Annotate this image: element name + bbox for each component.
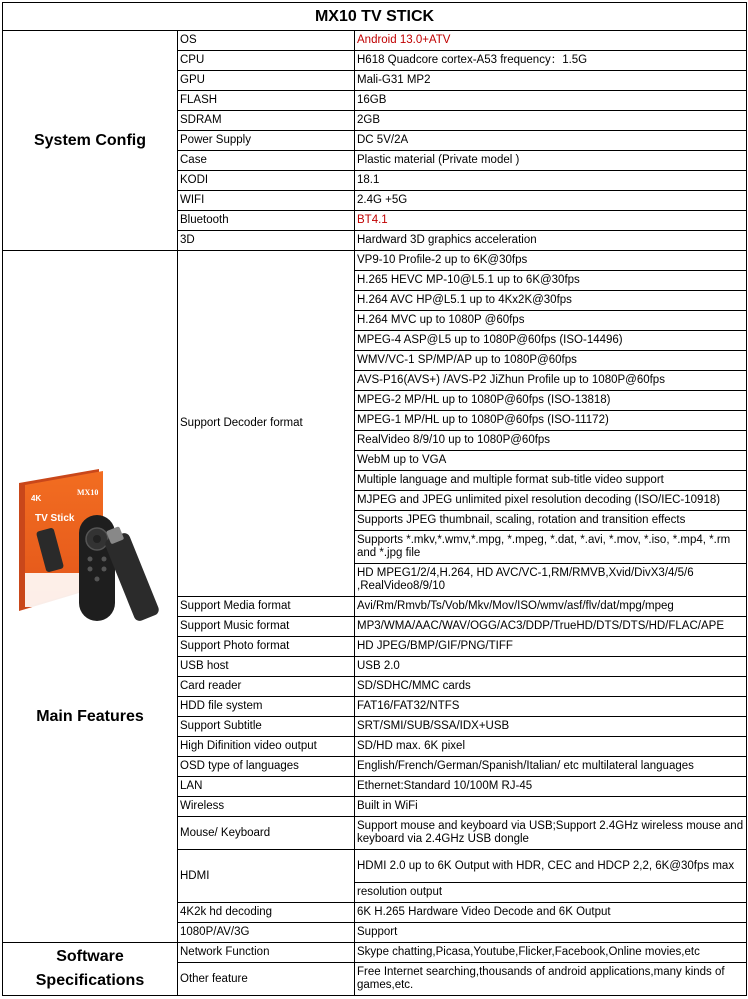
spec-key: 4K2k hd decoding [178, 903, 355, 923]
spec-key: OS [178, 31, 355, 51]
spec-key: Support Music format [178, 617, 355, 637]
spec-value: Avi/Rm/Rmvb/Ts/Vob/Mkv/Mov/ISO/wmv/asf/flv/dat/mpg/mpeg [355, 597, 747, 617]
decoder-value: WMV/VC-1 SP/MP/AP up to 1080P@60fps [355, 351, 747, 371]
spec-key: KODI [178, 171, 355, 191]
spec-key: LAN [178, 777, 355, 797]
spec-value: 6K H.265 Hardware Video Decode and 6K Output [355, 903, 747, 923]
spec-key: 1080P/AV/3G [178, 923, 355, 943]
spec-value: Hardward 3D graphics acceleration [355, 231, 747, 251]
decoder-value: HD MPEG1/2/4,H.264, HD AVC/VC-1,RM/RMVB,Xvid/DivX3/4/5/6 ,RealVideo8/9/10 [355, 564, 747, 597]
box-brand-text: MX10 [77, 487, 99, 497]
spec-value: Plastic material (Private model ) [355, 151, 747, 171]
spec-key: Power Supply [178, 131, 355, 151]
product-image [7, 465, 173, 625]
spec-key: WIFI [178, 191, 355, 211]
spec-value: Mali-G31 MP2 [355, 71, 747, 91]
spec-value: English/French/German/Spanish/Italian/ etc multilateral languages [355, 757, 747, 777]
decoder-value: MPEG-1 MP/HL up to 1080P@60fps (ISO-11172) [355, 411, 747, 431]
spec-value: 2.4G +5G [355, 191, 747, 211]
decoder-value: MPEG-2 MP/HL up to 1080P@60fps (ISO-13818) [355, 391, 747, 411]
spec-key: HDMI [178, 850, 355, 903]
spec-value: FAT16/FAT32/NTFS [355, 697, 747, 717]
spec-key: Card reader [178, 677, 355, 697]
spec-key: Mouse/ Keyboard [178, 817, 355, 850]
spec-value: 18.1 [355, 171, 747, 191]
spec-row [3, 31, 747, 51]
decoder-value: RealVideo 8/9/10 up to 1080P@60fps [355, 431, 747, 451]
main-features-label: Main Features [36, 707, 144, 725]
box-badge-text: 4K [31, 493, 42, 503]
spec-key: SDRAM [178, 111, 355, 131]
spec-key: Wireless [178, 797, 355, 817]
decoder-value: MPEG-4 ASP@L5 up to 1080P@60fps (ISO-14496) [355, 331, 747, 351]
spec-key: Other feature [178, 963, 355, 996]
spec-value: SRT/SMI/SUB/SSA/IDX+USB [355, 717, 747, 737]
decoder-value: H.264 AVC HP@L5.1 up to 4Kx2K@30fps [355, 291, 747, 311]
decoder-value: H.264 MVC up to 1080P @60fps [355, 311, 747, 331]
decoder-value: Supports JPEG thumbnail, scaling, rotation and transition effects [355, 511, 747, 531]
decoder-row [3, 251, 747, 271]
spec-key: Support Media format [178, 597, 355, 617]
spec-key: HDD file system [178, 697, 355, 717]
spec-key: Bluetooth [178, 211, 355, 231]
spec-value: DC 5V/2A [355, 131, 747, 151]
spec-value: 16GB [355, 91, 747, 111]
spec-key: Support Photo format [178, 637, 355, 657]
spec-value: Ethernet:Standard 10/100M RJ-45 [355, 777, 747, 797]
section-label-main-features [3, 251, 178, 943]
spec-key: GPU [178, 71, 355, 91]
spec-value: USB 2.0 [355, 657, 747, 677]
page-title: MX10 TV STICK [3, 3, 747, 31]
spec-value: Free Internet searching,thousands of android applications,many kinds of games,etc. [355, 963, 747, 996]
hdmi-value: resolution output [355, 883, 747, 903]
decoder-value: WebM up to VGA [355, 451, 747, 471]
spec-value: Support [355, 923, 747, 943]
spec-key: USB host [178, 657, 355, 677]
spec-value: BT4.1 [355, 211, 747, 231]
spec-value: SD/HD max. 6K pixel [355, 737, 747, 757]
section-label-system-config: System Config [3, 31, 178, 251]
spec-key: Case [178, 151, 355, 171]
decoder-value: H.265 HEVC MP-10@L5.1 up to 6K@30fps [355, 271, 747, 291]
spec-value: SD/SDHC/MMC cards [355, 677, 747, 697]
spec-key: FLASH [178, 91, 355, 111]
spec-value: Support mouse and keyboard via USB;Support 2.4GHz wireless mouse and keyboard via 2.4GHz USB dongle [355, 817, 747, 850]
decoder-value: AVS-P16(AVS+) /AVS-P2 JiZhun Profile up to 1080P@60fps [355, 371, 747, 391]
spec-key: Network Function [178, 943, 355, 963]
decoder-value: VP9-10 Profile-2 up to 6K@30fps [355, 251, 747, 271]
decoder-value: Supports *.mkv,*.wmv,*.mpg, *.mpeg, *.dat, *.avi, *.mov, *.iso, *.mp4, *.rm and *.jpg file [355, 531, 747, 564]
box-title-text: TV Stick [35, 512, 75, 524]
spec-value: H618 Quadcore cortex-A53 frequency：1.5G [355, 51, 747, 71]
spec-value: MP3/WMA/AAC/WAV/OGG/AC3/DDP/TrueHD/DTS/DTS/HD/FLAC/APE [355, 617, 747, 637]
spec-key: High Difinition video output [178, 737, 355, 757]
spec-table [2, 2, 747, 996]
decoder-value: MJPEG and JPEG unlimited pixel resolution decoding (ISO/IEC-10918) [355, 491, 747, 511]
section-label-software: Software Specifications [3, 943, 178, 996]
spec-value: 2GB [355, 111, 747, 131]
spec-key: OSD type of languages [178, 757, 355, 777]
spec-key: CPU [178, 51, 355, 71]
spec-row [3, 943, 747, 963]
spec-value: HD JPEG/BMP/GIF/PNG/TIFF [355, 637, 747, 657]
spec-key: Support Decoder format [178, 251, 355, 597]
spec-value: Android 13.0+ATV [355, 31, 747, 51]
decoder-value: Multiple language and multiple format sub-title video support [355, 471, 747, 491]
spec-value: Built in WiFi [355, 797, 747, 817]
spec-key: Support Subtitle [178, 717, 355, 737]
spec-key: 3D [178, 231, 355, 251]
hdmi-value: HDMI 2.0 up to 6K Output with HDR, CEC and HDCP 2,2, 6K@30fps max [355, 850, 747, 883]
spec-value: Skype chatting,Picasa,Youtube,Flicker,Facebook,Online movies,etc [355, 943, 747, 963]
